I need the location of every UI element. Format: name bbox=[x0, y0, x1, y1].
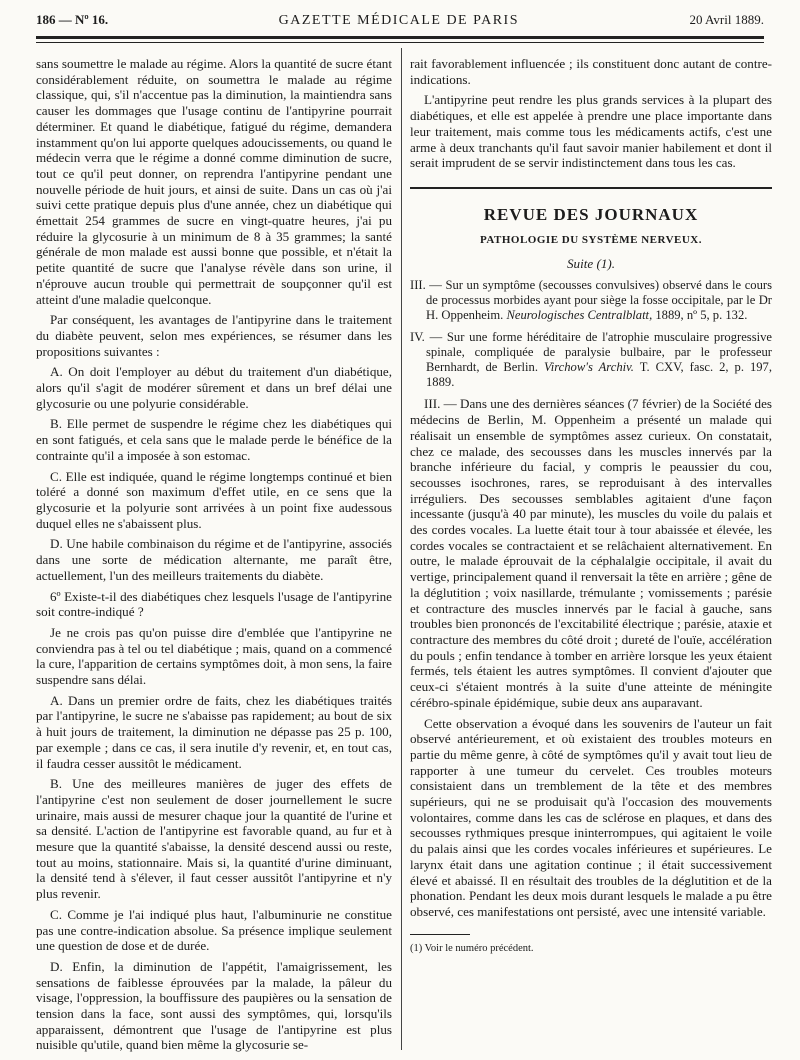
paragraph: Cette observation a évoqué dans les souvenirs de l'auteur un fait observé antérieurement, et où existaient des troubles moteurs en partie du même genre, à côté de symptômes qu'il y avait tout lieu de rapporter à une tumeur du cervelet. Ces troubles moteurs consistaient dans un tremblement de la tête et des membres supérieurs, qui ne se produisait qu'à l'occasion des mouvements volontaires, comme dans les cas de sclérose en plaques, et dans des secousses rythmiques presque ininterrompues, qui agitaient le voile du palais ainsi que les cordes vocales inférieures et supérieures. Le larynx était dans une agitation continue ; il était successivement élevé et abaissé. Il en résultait des troubles de la déglutition et de la phonation. Pendant les deux mois durant lesquels le malade a pu être observé, ces manifestations ont persisté, avec une intensité variable. bbox=[410, 715, 772, 919]
left-column bbox=[36, 56, 392, 1058]
column-divider bbox=[401, 48, 402, 1050]
reference-entry bbox=[410, 330, 772, 391]
reference-text: III. — Sur un symptôme (secousses convulsives) observé dans le cours de processus morbides ayant pour siège la fosse occipitale, par le Dr H. Oppenheim. bbox=[410, 278, 772, 323]
paragraph: Par conséquent, les avantages de l'antipyrine dans le traitement du diabète peuvent, selon mes expériences, se résumer dans les propositions suivantes : bbox=[36, 312, 392, 359]
header-rule bbox=[36, 36, 764, 39]
right-column bbox=[410, 56, 772, 956]
paragraph: 6º Existe-t-il des diabétiques chez lesquels l'usage de l'antipyrine soit contre-indiqué ? bbox=[36, 588, 392, 620]
paragraph: sans soumettre le malade au régime. Alors la quantité de sucre étant considérablement réduite, on soumettra le malade au régime classique, qui, s'il n'accentue pas la diminution, la maintiendra sans causer les dommages que l'usage continu de l'antipyrine pourrait déterminer. Et quand le diabétique, fatigué du régime, demandera instamment qu'on lui apporte quelques adoucissements, ou quand le médecin verra que le régime a donné comme diminution de sucre, tout ce qu'il peut donner, on reprendra l'antipyrine pendant une nouvelle période de huit jours, et ainsi de suite. Dans un cas où j'ai suivi cette pratique depuis plus d'une année, chez un diabétique qui émettait 254 grammes de sucre en vingt-quatre heures, j'ai pu réduire la glycosurie à un minimum de 8 à 35 grammes; la santé générale de mon malade est aussi bonne que possible, et n'était la petite quantité de sucre que l'analyse révèle dans son urine, il n'éprouve aucun trouble qui permettrait de soupçonner qu'il est atteint d'une maladie quelconque. bbox=[36, 56, 392, 307]
section-rule bbox=[410, 187, 772, 189]
journal-title: GAZETTE MÉDICALE DE PARIS bbox=[278, 13, 520, 28]
reference-journal: Neurologisches Centralblatt bbox=[506, 308, 650, 323]
paragraph: rait favorablement influencée ; ils constituent donc autant de contre-indications. bbox=[410, 56, 772, 87]
section-subtitle: PATHOLOGIE DU SYSTÈME NERVEUX. bbox=[479, 233, 702, 246]
paragraph: C. Elle est indiquée, quand le régime longtemps continué et bien toléré a donné son maximum d'effet utile, en ce sens que la glycosurie et la polyurie sont arrivées à un point fixe audessous duquel elles ne s'abaissent plus. bbox=[36, 468, 392, 531]
reference-text: IV. — Sur une forme héréditaire de l'atrophie musculaire progressive spinale, compliquée de paralysie bulbaire, par le professeur Bernhardt, de Berlin. bbox=[410, 329, 772, 375]
paragraph: B. Une des meilleures manières de juger des effets de l'antipyrine c'est non seulement de doser journellement le sucre urinaire, mais aussi de mesurer chaque jour la quantité de l'urine et sa densité. L'action de l'antipyrine est favorable quand, au fur et à mesure que la quantité s'abaisse, la densité descend aussi ou reste, tout au moins, stationnaire. Mais si, la quantité d'urine diminuant, la densité tend à s'élever, il faut cesser aussitôt l'antipyrine et n'y plus revenir. bbox=[36, 776, 392, 902]
header-rule-thin bbox=[36, 42, 764, 43]
paragraph: III. — Dans une des dernières séances (7 février) de la Société des médecins de Berlin, M. Oppenheim a présenté un malade qui réalisait un ensemble de symptômes assez curieux. On constatait, chez ce malade, des secousses dans les muscles innervés par la branche inférieure du facial, y compris le peaussier du cou, secousses isochrones, rares, se reproduisant à des intervalles irréguliers. Des secousses semblables agitaient d'une façon incessante (jusqu'à 40 par minute), les muscles du voile du palais et des cordes vocales. La luette était tour à tour abaissée et élevée, les cordes vocales se contractaient et se relâchaient alternativement. En outre, le malade éprouvait de la céphalalgie occipitale, il avait du vertige, principalement quand il renversait la tête en arrière ; gêne de la déglutition ; voix nasillarde, trémulante ; vomissements ; parésie et contracture des muscles innervés par le facial à gauche, sans troubles bien prononcés de l'excitabilité électrique ; parésie, ataxie et contracture des membres du côté droit ; dureté de l'ouïe, accélération du pouls ; enfin tendance à tomber en arrière lorsque les yeux étaient fermés, tels étaient les autres symptômes. Il convient d'ajouter que ceux-ci s'étaient montrés à la suite d'une atteinte de méningite cérébro-spinale épidémique, subie deux ans auparavant. bbox=[410, 396, 772, 710]
reference-entry bbox=[410, 278, 772, 324]
section-title: REVUE DES JOURNAUX bbox=[483, 204, 699, 224]
page-header bbox=[36, 12, 764, 34]
paragraph: B. Elle permet de suspendre le régime chez les diabétiques qui en sont fatigués, et cela sans que le malade perde le bénéfice de la contrainte qu'il a imposée à son estomac. bbox=[36, 416, 392, 463]
footnote-rule bbox=[410, 934, 470, 935]
paragraph: D. Une habile combinaison du régime et de l'antipyrine, associés dans une sorte de médication alternante, me paraît être, actuellement, l'un des meilleurs traitements du diabète. bbox=[36, 536, 392, 583]
paragraph: A. On doit l'employer au début du traitement d'un diabétique, alors qu'il s'agit de modérer sûrement et dans un bref délai une glycosurie ou une polyurie considérable. bbox=[36, 364, 392, 411]
paragraph: L'antipyrine peut rendre les plus grands services à la plupart des diabétiques, et elle est appelée à prendre une place importante dans leur traitement, mais comme tous les médicaments actifs, c'est une arme à deux tranchants qu'il faut savoir manier habilement et dont il serait imprudent de se servir indistinctement dans tous les cas. bbox=[410, 92, 772, 171]
suite-note: Suite (1). bbox=[567, 256, 615, 272]
page-number: 186 — Nº 16. bbox=[36, 12, 109, 27]
reference-journal: Virchow's Archiv. bbox=[543, 360, 634, 375]
paragraph: C. Comme je l'ai indiqué plus haut, l'albuminurie ne constitue pas une contre-indication absolue. Sa présence implique seulement une question de dose et de durée. bbox=[36, 906, 392, 954]
footnote: (1) Voir le numéro précédent. bbox=[410, 942, 534, 954]
reference-citation: , 1889, nº 5, p. 132. bbox=[649, 308, 748, 323]
paragraph: D. Enfin, la diminution de l'appétit, l'amaigrissement, les sensations de faiblesse éprouvées par la malade, la pâleur du visage, l'oppression, la bouffissure des paupières ou la sensation de tension dans la face, sont aussi des symptômes, qui, lorsqu'ils apparaissent, démontrent que l'usage de l'antipyrine est plus nuisible qu'utile, quand bien même la glycosurie se- bbox=[36, 958, 392, 1053]
paragraph: A. Dans un premier ordre de faits, chez les diabétiques traités par l'antipyrine, le sucre ne s'abaisse pas rapidement; au bout de six à huit jours de traitement, la diminution ne dépasse pas 25 p. 100, par exemple ; dans ce cas, il sera inutile d'y revenir, et, en tout cas, il faudra cesser aussitôt le médicament. bbox=[36, 692, 392, 771]
paragraph: Je ne crois pas qu'on puisse dire d'emblée que l'antipyrine ne conviendra pas à tel ou tel diabétique ; mais, quand on a commencé la cure, l'apparition de certains symptômes doit, à mon sens, la faire suspendre sans délai. bbox=[36, 624, 392, 688]
issue-date: 20 Avril 1889. bbox=[689, 12, 764, 27]
reference-citation: T. CXV, fasc. 2, p. 197, 1889. bbox=[426, 360, 772, 390]
